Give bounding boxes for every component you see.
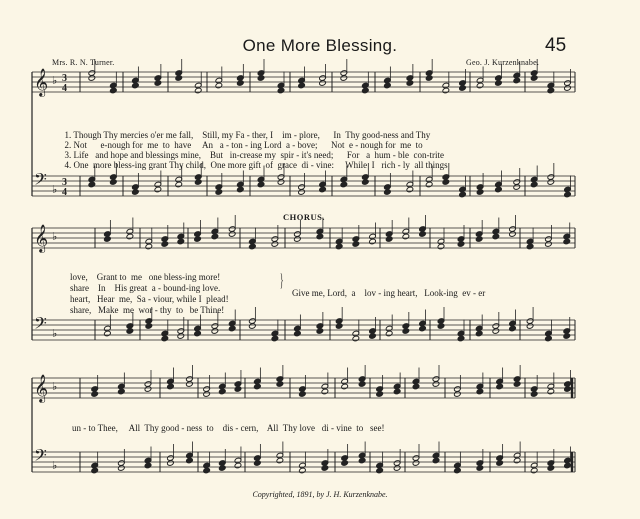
note xyxy=(369,238,377,245)
note xyxy=(203,467,211,474)
note xyxy=(88,181,96,188)
note xyxy=(257,75,265,82)
time-signature-bottom: 4 xyxy=(62,83,67,94)
note xyxy=(218,388,226,395)
note xyxy=(321,465,329,472)
verse-4 xyxy=(60,150,448,170)
verse-text: One more bless-ing grant Thy child, One more gift of grace di - vine: While I rich - ly all things xyxy=(73,160,448,170)
note xyxy=(384,82,392,89)
note xyxy=(495,186,503,193)
lyricist-credit: Mrs. R. N. Turner. xyxy=(52,58,115,67)
note xyxy=(454,391,462,398)
note xyxy=(294,236,302,243)
note xyxy=(298,82,306,89)
note xyxy=(442,87,450,94)
note xyxy=(335,323,343,330)
note xyxy=(547,388,555,395)
verse-text: Life and hope and blessings mine, But in-crease my spir - it's need; For a hum - ble con-trite xyxy=(73,150,445,160)
note xyxy=(194,179,202,186)
treble-clef-icon: 𝄞 xyxy=(34,68,49,96)
page-number: 45 xyxy=(545,35,567,56)
note xyxy=(459,191,467,198)
note xyxy=(110,87,118,94)
note xyxy=(126,328,134,335)
system2-lyric-3: heart, Hear me, Sa - viour, while I plead! xyxy=(70,294,229,304)
note xyxy=(254,460,262,467)
verse-number: 1. xyxy=(64,130,72,140)
treble-clef-icon: 𝄞 xyxy=(34,374,49,402)
note xyxy=(175,181,183,188)
note xyxy=(563,333,571,340)
note xyxy=(144,386,152,393)
note xyxy=(545,241,553,248)
hymn-title: One More Blessing. xyxy=(242,36,398,55)
note xyxy=(564,462,572,469)
composer-credit: Geo. J. Kurzenknabe. xyxy=(466,58,540,67)
note xyxy=(118,388,126,395)
verse-number: 3. xyxy=(64,150,72,160)
note xyxy=(358,457,366,464)
note xyxy=(530,391,538,398)
note xyxy=(234,462,242,469)
staff xyxy=(32,442,575,474)
time-signature-bottom: 4 xyxy=(62,187,67,198)
note xyxy=(145,323,153,330)
note xyxy=(88,75,96,82)
note xyxy=(161,335,169,342)
note xyxy=(194,330,202,337)
flat-icon: ♭ xyxy=(52,230,58,243)
note xyxy=(496,460,504,467)
note xyxy=(132,82,140,89)
note xyxy=(340,181,348,188)
note xyxy=(271,335,279,342)
note xyxy=(513,457,521,464)
note xyxy=(564,386,572,393)
brace: } xyxy=(280,270,284,290)
note xyxy=(362,87,370,94)
note xyxy=(442,179,450,186)
note xyxy=(118,465,126,472)
note xyxy=(91,391,99,398)
treble-clef-icon: 𝄞 xyxy=(34,224,49,252)
note xyxy=(476,388,484,395)
chorus-label: CHORUS. xyxy=(283,212,325,222)
note xyxy=(406,186,414,193)
note xyxy=(316,233,324,240)
note xyxy=(406,80,414,87)
final-lyric: un - to Thee, All Thy good - ness to dis - cern, All Thy love di - vine to see! xyxy=(72,423,385,433)
note xyxy=(412,383,420,390)
note xyxy=(277,87,285,94)
note xyxy=(335,243,343,250)
note xyxy=(271,241,279,248)
note xyxy=(254,383,262,390)
note xyxy=(277,179,285,186)
note xyxy=(167,460,175,467)
note xyxy=(563,238,571,245)
note xyxy=(161,241,169,248)
note xyxy=(419,325,427,332)
note xyxy=(457,241,465,248)
note xyxy=(110,179,118,186)
note xyxy=(547,179,555,186)
note xyxy=(419,231,427,238)
note xyxy=(509,231,517,238)
note xyxy=(175,75,183,82)
note xyxy=(459,85,467,92)
note xyxy=(376,391,384,398)
note xyxy=(321,388,329,395)
note xyxy=(530,75,538,82)
note xyxy=(530,467,538,474)
note xyxy=(218,465,226,472)
staff xyxy=(32,365,575,403)
note xyxy=(319,80,327,87)
chorus-lyric: Give me, Lord, a lov - ing heart, Look-ing ev - er xyxy=(292,288,486,298)
note xyxy=(376,467,384,474)
note xyxy=(412,460,420,467)
note xyxy=(432,381,440,388)
verse-number: 4. xyxy=(64,160,72,170)
note xyxy=(126,233,134,240)
note xyxy=(476,82,484,89)
note xyxy=(492,233,500,240)
note xyxy=(547,465,555,472)
note xyxy=(475,236,483,243)
note xyxy=(425,181,433,188)
note xyxy=(437,243,445,250)
note xyxy=(393,465,401,472)
note xyxy=(393,388,401,395)
note xyxy=(186,457,194,464)
note xyxy=(495,80,503,87)
note xyxy=(177,238,185,245)
note xyxy=(234,386,242,393)
note xyxy=(228,325,236,332)
note xyxy=(257,181,265,188)
system2-lyric-4: share, Make me wor - thy to be Thine! xyxy=(70,305,225,315)
note xyxy=(145,243,153,250)
note xyxy=(298,189,306,196)
note xyxy=(340,75,348,82)
system2-lyric-2: share In His great a - bound-ing love. xyxy=(70,283,221,293)
note xyxy=(402,233,410,240)
note xyxy=(144,462,152,469)
note xyxy=(358,381,366,388)
note xyxy=(228,231,236,238)
bass-clef-icon: 𝄢 xyxy=(34,313,47,337)
note xyxy=(457,335,465,342)
note xyxy=(186,381,194,388)
note xyxy=(476,465,484,472)
note xyxy=(194,236,202,243)
note xyxy=(454,467,462,474)
note xyxy=(104,236,112,243)
note xyxy=(299,391,307,398)
note xyxy=(194,87,202,94)
note xyxy=(132,189,140,196)
note xyxy=(276,457,284,464)
note xyxy=(513,184,521,191)
note xyxy=(352,241,360,248)
note xyxy=(496,383,504,390)
note xyxy=(341,460,349,467)
note xyxy=(425,75,433,82)
note xyxy=(104,330,112,337)
note xyxy=(385,330,393,337)
note xyxy=(492,328,500,335)
flat-icon: ♭ xyxy=(52,74,58,87)
note xyxy=(509,325,517,332)
note xyxy=(526,323,534,330)
note xyxy=(362,179,370,186)
note xyxy=(203,391,211,398)
note xyxy=(237,186,245,193)
note xyxy=(513,381,521,388)
note xyxy=(177,333,185,340)
note xyxy=(211,233,219,240)
flat-icon: ♭ xyxy=(52,327,58,340)
note xyxy=(215,82,223,89)
note xyxy=(249,323,257,330)
system2-lyric-1: love, Grant to me one bless-ing more! xyxy=(70,272,221,282)
note xyxy=(316,328,324,335)
note xyxy=(294,330,302,337)
note xyxy=(299,467,307,474)
note xyxy=(215,189,223,196)
verse-number: 2. xyxy=(64,140,72,150)
note xyxy=(545,335,553,342)
flat-icon: ♭ xyxy=(52,380,58,393)
note xyxy=(476,189,484,196)
note xyxy=(547,87,555,94)
note xyxy=(564,85,572,92)
note xyxy=(91,467,99,474)
verse-text: Not e-nough for me to have An a - ton - ing Lord a - bove; Not e - nough for me to xyxy=(73,140,423,150)
note xyxy=(385,236,393,243)
note xyxy=(369,333,377,340)
note xyxy=(384,189,392,196)
flat-icon: ♭ xyxy=(52,183,58,196)
bass-clef-icon: 𝄢 xyxy=(34,169,47,193)
note xyxy=(530,181,538,188)
note xyxy=(276,381,284,388)
note xyxy=(402,328,410,335)
note xyxy=(475,330,483,337)
note xyxy=(167,383,175,390)
verse-text: Though Thy mercies o'er me fall, Still, my Fa - ther, I im - plore, In Thy good-ness and Thy xyxy=(73,130,431,140)
copyright-line: Copyrighted, 1891, by J. H. Kurzenknabe. xyxy=(252,490,388,499)
note xyxy=(432,457,440,464)
note xyxy=(211,328,219,335)
time-signature-top: 3 xyxy=(62,177,67,188)
note xyxy=(237,80,245,87)
flat-icon: ♭ xyxy=(52,459,58,472)
bass-clef-icon: 𝄢 xyxy=(34,445,47,469)
note xyxy=(154,186,162,193)
note xyxy=(249,243,257,250)
note xyxy=(564,191,572,198)
note xyxy=(341,383,349,390)
note xyxy=(319,186,327,193)
note xyxy=(154,80,162,87)
note xyxy=(513,77,521,84)
time-signature-top: 3 xyxy=(62,73,67,84)
note xyxy=(352,335,360,342)
note xyxy=(526,243,534,250)
note xyxy=(437,323,445,330)
